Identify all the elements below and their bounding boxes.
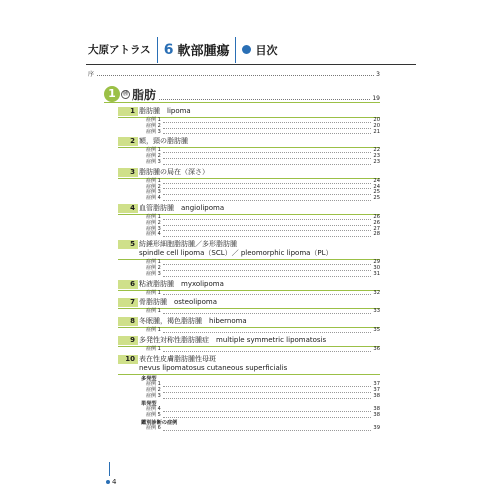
case-label: 症例 2 [146,264,161,271]
dot-leader [163,158,372,159]
page-number-rule [109,462,110,476]
case-label: 症例 4 [146,405,161,412]
toc-section [118,280,380,297]
case-label: 症例 1 [146,213,161,220]
section-title-en: spindle cell lipoma（SCL）／ pleomorphic lipoma（PL） [139,249,333,258]
toc-section [118,204,380,238]
case-label: 症例 3 [146,270,161,277]
chapter-page: 19 [372,95,380,102]
case-label: 症例 2 [146,183,161,190]
case-entry[interactable] [118,309,380,315]
chapter-entry[interactable] [104,84,380,102]
dot-leader [163,351,372,352]
case-entry[interactable] [118,160,380,166]
dot-leader [163,219,372,220]
section-title-en: nevus lipomatosus cutaneous superficialis [139,363,288,372]
case-label: 症例 1 [146,345,161,352]
dot-leader [163,417,372,418]
case-entry[interactable] [118,413,380,419]
section-heading[interactable] [118,137,380,146]
case-entry[interactable] [118,328,380,334]
section-heading[interactable] [118,168,380,177]
dot-leader [163,128,372,129]
case-page: 38 [373,411,380,418]
case-page: 26 [373,213,380,220]
case-page: 31 [373,270,380,277]
section-number-badge: 8 [118,317,138,326]
chapter-title: 脂肪 [132,88,157,102]
section-heading[interactable] [118,240,380,249]
case-label: 症例 1 [146,381,161,388]
case-label: 症例 2 [146,219,161,226]
case-page: 37 [373,381,380,388]
dot-leader [163,294,372,295]
chapter-mark-icon: 腫 [122,91,128,97]
case-page: 37 [373,386,380,393]
dot-leader [163,200,372,201]
case-page: 21 [373,128,380,135]
section-title: 紡錘形細胞脂肪腫／多形脂肪腫 [139,240,237,249]
case-page: 30 [373,264,380,271]
case-page: 28 [373,231,380,238]
case-page: 24 [373,183,380,190]
case-page: 25 [373,195,380,202]
case-page: 23 [373,153,380,160]
section-title: 表在性皮膚脂肪腫性母斑 [139,354,216,363]
section-rule [118,374,380,375]
preface-label: 序 [88,71,95,78]
dot-leader [163,398,372,399]
section-title: 冬眠腫，褐色脂肪腫 hibernoma [139,317,247,326]
dot-leader [163,152,372,153]
case-label: 症例 3 [146,128,161,135]
dot-leader [163,230,372,231]
section-number-badge: 7 [118,298,138,307]
dot-leader [163,183,372,184]
dot-leader [163,270,372,271]
case-label: 症例 1 [146,117,161,123]
section-title: 粘液脂肪腫 myxolipoma [139,279,224,288]
case-label: 症例 4 [146,195,161,202]
dot-leader [163,430,372,431]
section-title: 多発性対称性脂肪腫症 multiple symmetric lipomatosis [139,335,327,344]
case-page: 29 [373,259,380,266]
case-entry[interactable] [118,232,380,238]
bullet-dot-icon [242,45,251,54]
case-page: 38 [373,405,380,412]
case-entry[interactable] [118,196,380,202]
section-number-badge: 6 [118,280,138,289]
page-dot-icon [106,480,110,484]
case-label: 症例 1 [146,327,161,334]
dot-leader [163,225,372,226]
section-heading[interactable] [118,317,380,326]
toc-title: 目次 [255,43,278,57]
case-entry[interactable] [118,347,380,353]
page-number [106,478,116,486]
page-number-text: 4 [112,478,117,486]
case-entry[interactable] [118,394,380,400]
case-label: 症例 1 [146,308,161,315]
case-label: 症例 2 [146,153,161,160]
subgroup-label: 単発型 [141,400,157,407]
section-number-badge: 4 [118,204,138,213]
subgroup-label: 多発型 [141,375,157,382]
case-entry[interactable] [118,272,380,278]
case-label: 症例 2 [146,386,161,393]
section-heading[interactable] [118,298,380,307]
dot-leader [163,392,372,393]
header-divider-2 [235,37,236,63]
section-number-badge: 9 [118,336,138,345]
case-label: 症例 1 [146,259,161,266]
section-heading[interactable] [118,204,380,213]
case-label: 症例 3 [146,392,161,399]
chapter-rule [104,102,380,103]
preface-page: 3 [376,71,380,78]
case-label: 症例 3 [146,225,161,232]
dot-leader [163,188,372,189]
dot-leader [163,164,372,165]
case-label: 症例 1 [146,147,161,154]
case-page: 20 [373,117,380,123]
section-heading[interactable] [118,336,380,345]
section-title: 血管脂肪腫 angiolipoma [139,203,225,212]
case-page: 36 [373,345,380,352]
toc-section [118,298,380,315]
section-number-badge: 10 [118,355,138,364]
case-label: 症例 3 [146,158,161,165]
section-heading[interactable] [118,107,380,116]
toc-section [118,336,380,353]
case-page: 20 [373,122,380,129]
case-page: 33 [373,308,380,315]
volume-number: 6 [163,41,174,58]
case-label: 症例 1 [146,289,161,296]
case-page: 24 [373,177,380,184]
section-number-badge: 3 [118,168,138,177]
case-label: 症例 6 [146,424,161,431]
section-title: 脂肪腫の局在（深さ） [139,167,209,176]
toc-section [118,107,380,135]
dot-leader [159,99,370,100]
case-entry[interactable] [118,130,380,136]
toc-section [118,317,380,334]
section-title: 脂肪腫 lipoma [139,107,191,115]
section-title: 額，頸の脂肪腫 [139,137,188,146]
case-label: 症例 2 [146,122,161,129]
chapter-number-badge: 1 [104,86,120,102]
dot-leader [163,313,372,314]
case-entry[interactable] [118,426,380,432]
dot-leader [163,264,372,265]
toc-section [118,240,380,277]
dot-leader [163,411,372,412]
toc-section [118,355,380,432]
dot-leader [97,75,374,76]
toc-section [118,137,380,165]
section-heading[interactable] [118,355,380,364]
volume-title: 軟部腫瘍 [177,44,230,59]
section-heading[interactable] [118,280,380,289]
section-title: 骨脂肪腫 osteolipoma [139,298,217,307]
toc-section [118,168,380,202]
dot-leader [163,236,372,237]
dot-leader [163,276,372,277]
case-page: 27 [373,225,380,232]
section-number-badge: 5 [118,240,138,249]
case-label: 症例 3 [146,189,161,196]
dot-leader [163,332,372,333]
case-page: 23 [373,158,380,165]
case-label: 症例 4 [146,231,161,238]
section-number-badge: 2 [118,137,138,146]
series-title: 大原アトラス [88,43,151,56]
case-page: 39 [373,424,380,431]
page-header [86,35,416,65]
section-number-badge: 1 [118,107,138,116]
dot-leader [163,194,372,195]
case-page: 25 [373,189,380,196]
case-entry[interactable] [118,291,380,297]
case-page: 32 [373,289,380,296]
preface-entry[interactable] [88,68,380,78]
dot-leader [163,386,372,387]
case-page: 22 [373,147,380,154]
case-label: 症例 5 [146,411,161,418]
toc-section-list [118,105,380,432]
case-page: 38 [373,392,380,399]
dot-leader [163,133,372,134]
dot-leader [163,122,372,123]
case-label: 症例 1 [146,177,161,184]
subgroup-label: 鑑別診断の症例 [141,419,178,426]
case-page: 35 [373,327,380,334]
case-page: 26 [373,219,380,226]
